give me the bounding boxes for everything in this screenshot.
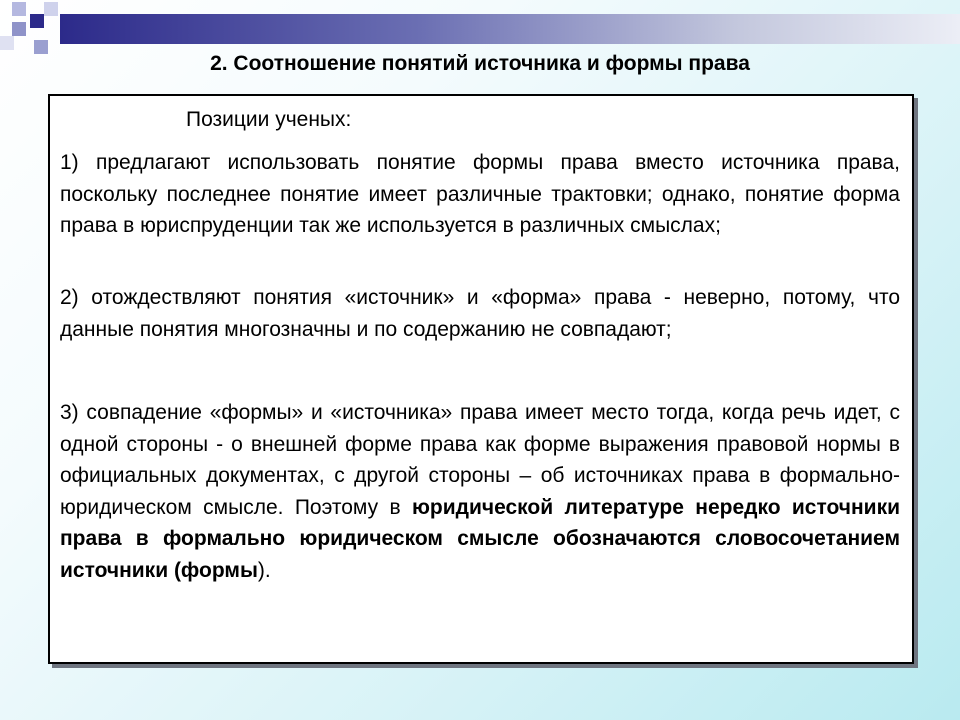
slide-title: 2. Соотношение понятий источника и формы права <box>210 52 750 75</box>
decorative-square <box>12 22 26 36</box>
decorative-square <box>0 36 14 50</box>
position-item-2: 2) отождествляют понятия «источник» и «форма» права - неверно, потому, что данные понятия многозначны и по содержанию не совпадают; <box>60 286 900 341</box>
decorative-title-bar <box>60 14 960 44</box>
decorative-square <box>44 2 58 16</box>
position-item-3 <box>60 397 900 586</box>
item-3-text: 3) совпадение «формы» и «источника» права имеет место тогда, когда речь идет, с одной стороны - о внешней форме права как форме выражения правовой нормы в официальных документах, с другой стороны – об источниках права в формально-юридическом смысле. Поэтому в <box>60 401 900 519</box>
position-item-1: 1) предлагают использовать понятие формы права вместо источника права, поскольку последнее понятие имеет различные трактовки; однако, понятие форма права в юриспруденции так же используется в различных смыслах; <box>60 151 900 237</box>
decorative-square <box>30 14 44 28</box>
item-3-ending: ). <box>257 558 271 582</box>
item-3-bold-text: юридической литературе нередко источники права в формально юридическом смысле обозначаются словосочетанием источники (формы <box>60 495 901 582</box>
content-box <box>48 94 914 664</box>
decorative-square <box>12 2 26 16</box>
positions-heading: Позиции ученых: <box>186 108 352 131</box>
